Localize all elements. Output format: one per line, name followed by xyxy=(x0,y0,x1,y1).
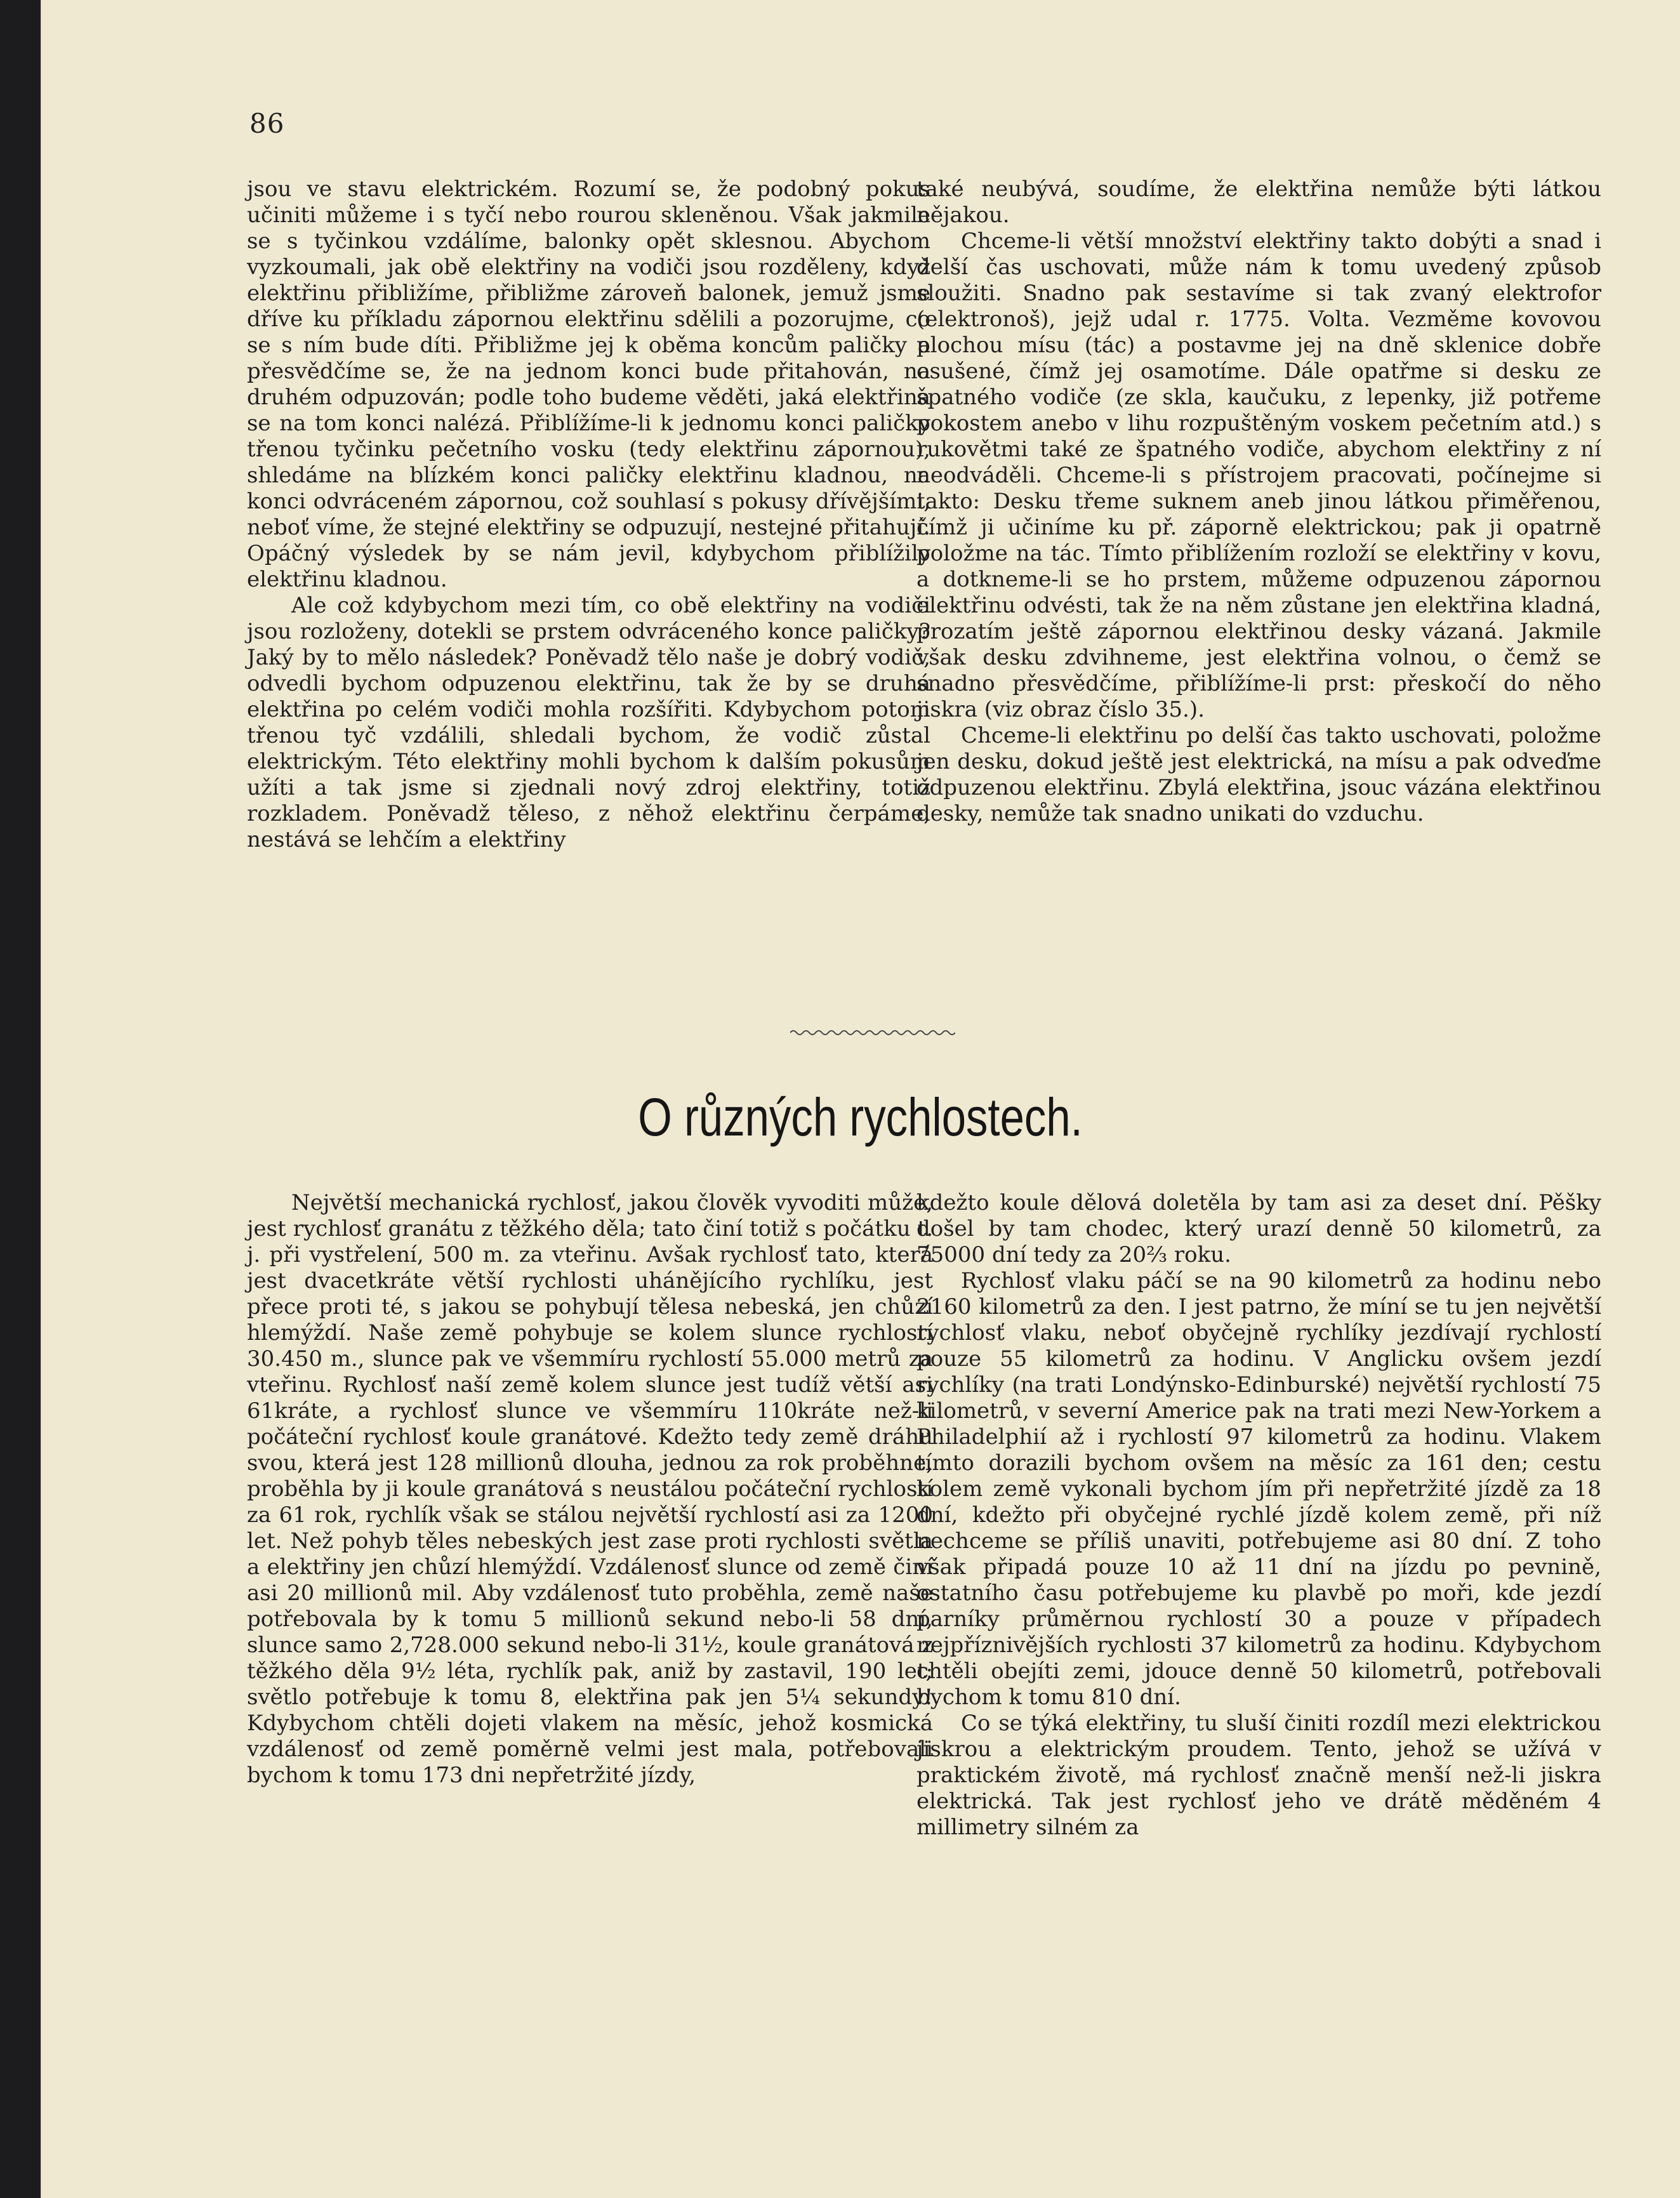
wavy-divider xyxy=(790,1027,955,1038)
top-left-column xyxy=(247,176,930,853)
paragraph: Ale což kdybychom mezi tím, co obě elektřiny na vodiči jsou rozloženy, dotekli se prstem odvráceného konce paličky? Jaký by to mělo následek? Poněvadž tělo naše je dobrý vodič, odvedli bychom odpuzenou elektřinu, tak že by se druhá elektřina po celém vodiči mohla rozšířiti. Kdybychom potom třenou tyč vzdálili, shledali bychom, že vodič zůstal elektrickým. Této elektřiny mohli bychom k dalším pokusům užíti a tak jsme si zjednali nový zdroj elektřiny, totiž rozkladem. Poněvadž těleso, z něhož elektřinu čerpáme, nestává se lehčím a elektřiny xyxy=(247,593,930,852)
paragraph: jsou ve stavu elektrickém. Rozumí se, že podobný pokus učiniti můžeme i s tyčí nebo rourou skleněnou. Však jakmile se s tyčinkou vzdálíme, balonky opět sklesnou. Abychom vyzkoumali, jak obě elektřiny na vodiči jsou rozděleny, když elektřinu přibližíme, přibližme zároveň balonek, jemuž jsme dříve ku příkladu zápornou elektřinu sdělili a pozorujme, co se s ním bude díti. Přibližme jej k oběma koncům paličky a přesvědčíme se, že na jednom konci bude přitahován, na druhém odpuzován; podle toho budeme věděti, jaká elektřina se na tom konci nalézá. Přiblížíme-li k jednomu konci paličky třenou tyčinku pečetního vosku (tedy elektřinu zápornou), shledáme na blízkém konci paličky elektřinu kladnou, na konci odvráceném zápornou, což souhlasí s pokusy dřívějšími, neboť víme, že stejné elektřiny se odpuzují, nestejné přitahují. Opáčný výsledek by se nám jevil, kdybychom přiblížily elektřinu kladnou. xyxy=(247,176,930,592)
book-page xyxy=(41,0,1680,2198)
paragraph: Rychlosť vlaku páčí se na 90 kilometrů za hodinu nebo 2160 kilometrů za den. I jest patrno, že míní se tu jen největší rychlosť vlaku, neboť obyčejně rychlíky jezdívají rychlostí pouze 55 kilometrů za hodinu. V Anglicku ovšem jezdí rychlíky (na trati Londýnsko-Edinburské) největší rychlostí 75 kilometrů, v severní Americe pak na trati mezi New-Yorkem a Philadelphií až i rychlostí 97 kilometrů za hodinu. Vlakem tímto dorazili bychom ovšem na měsíc za 161 den; cestu kolem země vykonali bychom jím při nepřetržité jízdě za 18 dní, kdežto při obyčejné rychlé jízdě kolem země, při níž nechceme se příliš unaviti, potřebujeme asi 80 dní. Z toho však připadá pouze 10 až 11 dní na jízdu po pevnině, ostatního času potřebujeme ku plavbě po moři, kde jezdí parníky průměrnou rychlostí 30 a pouze v případech nejpříznivějších rychlosti 37 kilometrů za hodinu. Kdybychom chtěli obejíti zemi, jdouce denně 50 kilometrů, potřebovali bychom k tomu 810 dní. xyxy=(916,1268,1601,1710)
bottom-right-column xyxy=(916,1190,1601,1841)
paragraph: kdežto koule dělová doletěla by tam asi za deset dní. Pěšky došel by tam chodec, který urazí denně 50 kilometrů, za 75000 dní tedy za 20⅔ roku. xyxy=(916,1190,1601,1268)
top-right-column xyxy=(916,176,1601,827)
paragraph: Co se týká elektřiny, tu sluší činiti rozdíl mezi elektrickou jiskrou a elektrickým proudem. Tento, jehož se užívá v praktickém životě, má rychlosť značně menší než-li jiskra elektrická. Tak jest rychlosť jeho ve drátě měděném 4 millimetry silném za xyxy=(916,1711,1601,1840)
paragraph: také neubývá, soudíme, že elektřina nemůže býti látkou nějakou. xyxy=(916,176,1601,228)
paragraph: Chceme-li větší množství elektřiny takto dobýti a snad i delší čas uschovati, může nám k tomu uvedený způsob sloužiti. Snadno pak sestavíme si tak zvaný elektrofor (elektronoš), jejž udal r. 1775. Volta. Vezměme kovovou plochou mísu (tác) a postavme jej na dně sklenice dobře osušené, čímž jej osamotíme. Dále opatřme si desku ze špatného vodiče (ze skla, kaučuku, z lepenky, již potřeme pokostem anebo v lihu rozpuštěným voskem pečetním atd.) s rukovětmi také ze špatného vodiče, abychom elektřiny z ní neodváděli. Chceme-li s přístrojem pracovati, počínejme si takto: Desku třeme suknem aneb jinou látkou přiměřenou, čímž ji učiníme ku př. záporně elektrickou; pak ji opatrně položme na tác. Tímto přiblížením rozloží se elektřiny v kovu, a dotkneme-li se ho prstem, můžeme odpuzenou zápornou elektřinu odvésti, tak že na něm zůstane jen elektřina kladná, prozatím ještě zápornou elektřinou desky vázaná. Jakmile však desku zdvihneme, jest elektřina volnou, o čemž se snadno přesvědčíme, přiblížíme-li prst: přeskočí do něho jiskra (viz obraz číslo 35.). xyxy=(916,228,1601,722)
page-number: 86 xyxy=(249,108,285,139)
section-title: O různých rychlostech. xyxy=(638,1087,1083,1147)
bottom-left-column xyxy=(247,1190,933,1789)
paragraph: Chceme-li elektřinu po delší čas takto uschovati, položme jen desku, dokud ještě jest elektrická, na mísu a pak odveďme odpuzenou elektřinu. Zbylá elektřina, jsouc vázána elektřinou desky, nemůže tak snadno unikati do vzduchu. xyxy=(916,723,1601,826)
paragraph: Největší mechanická rychlosť, jakou člověk vyvoditi může, jest rychlosť granátu z těžkého děla; tato činí totiž s počátku t. j. při vystřelení, 500 m. za vteřinu. Avšak rychlosť tato, která jest dvacetkráte větší rychlosti uhánějícího rychlíku, jest přece proti té, s jakou se pohybují tělesa nebeská, jen chůzí hlemýždí. Naše země pohybuje se kolem slunce rychlostí 30.450 m., slunce pak ve všemmíru rychlostí 55.000 metrů za vteřinu. Rychlosť naší země kolem slunce jest tudíž větší asi 61kráte, a rychlosť slunce ve všemmíru 110kráte než-li počáteční rychlosť koule granátové. Kdežto tedy země dráhu svou, která jest 128 millionů dlouha, jednou za rok proběhne, proběhla by ji koule granátová s neustálou počáteční rychlostí za 61 rok, rychlík však se stálou největší rychlostí asi za 1200 let. Než pohyb těles nebeských jest zase proti rychlosti světla a elektřiny jen chůzí hlemýždí. Vzdálenosť slunce od země činí asi 20 millionů mil. Aby vzdálenosť tuto proběhla, země naše potřebovala by k tomu 5 millionů sekund nebo-li 58 dní, slunce samo 2,728.000 sekund nebo-li 31½, koule granátová z těžkého děla 9½ léta, rychlík pak, aniž by zastavil, 190 let; světlo potřebuje k tomu 8, elektřina pak jen 5¼ sekundy! Kdybychom chtěli dojeti vlakem na měsíc, jehož kosmická vzdálenosť od země poměrně velmi jest mala, potřebovali bychom k tomu 173 dni nepřetržité jízdy, xyxy=(247,1190,933,1788)
